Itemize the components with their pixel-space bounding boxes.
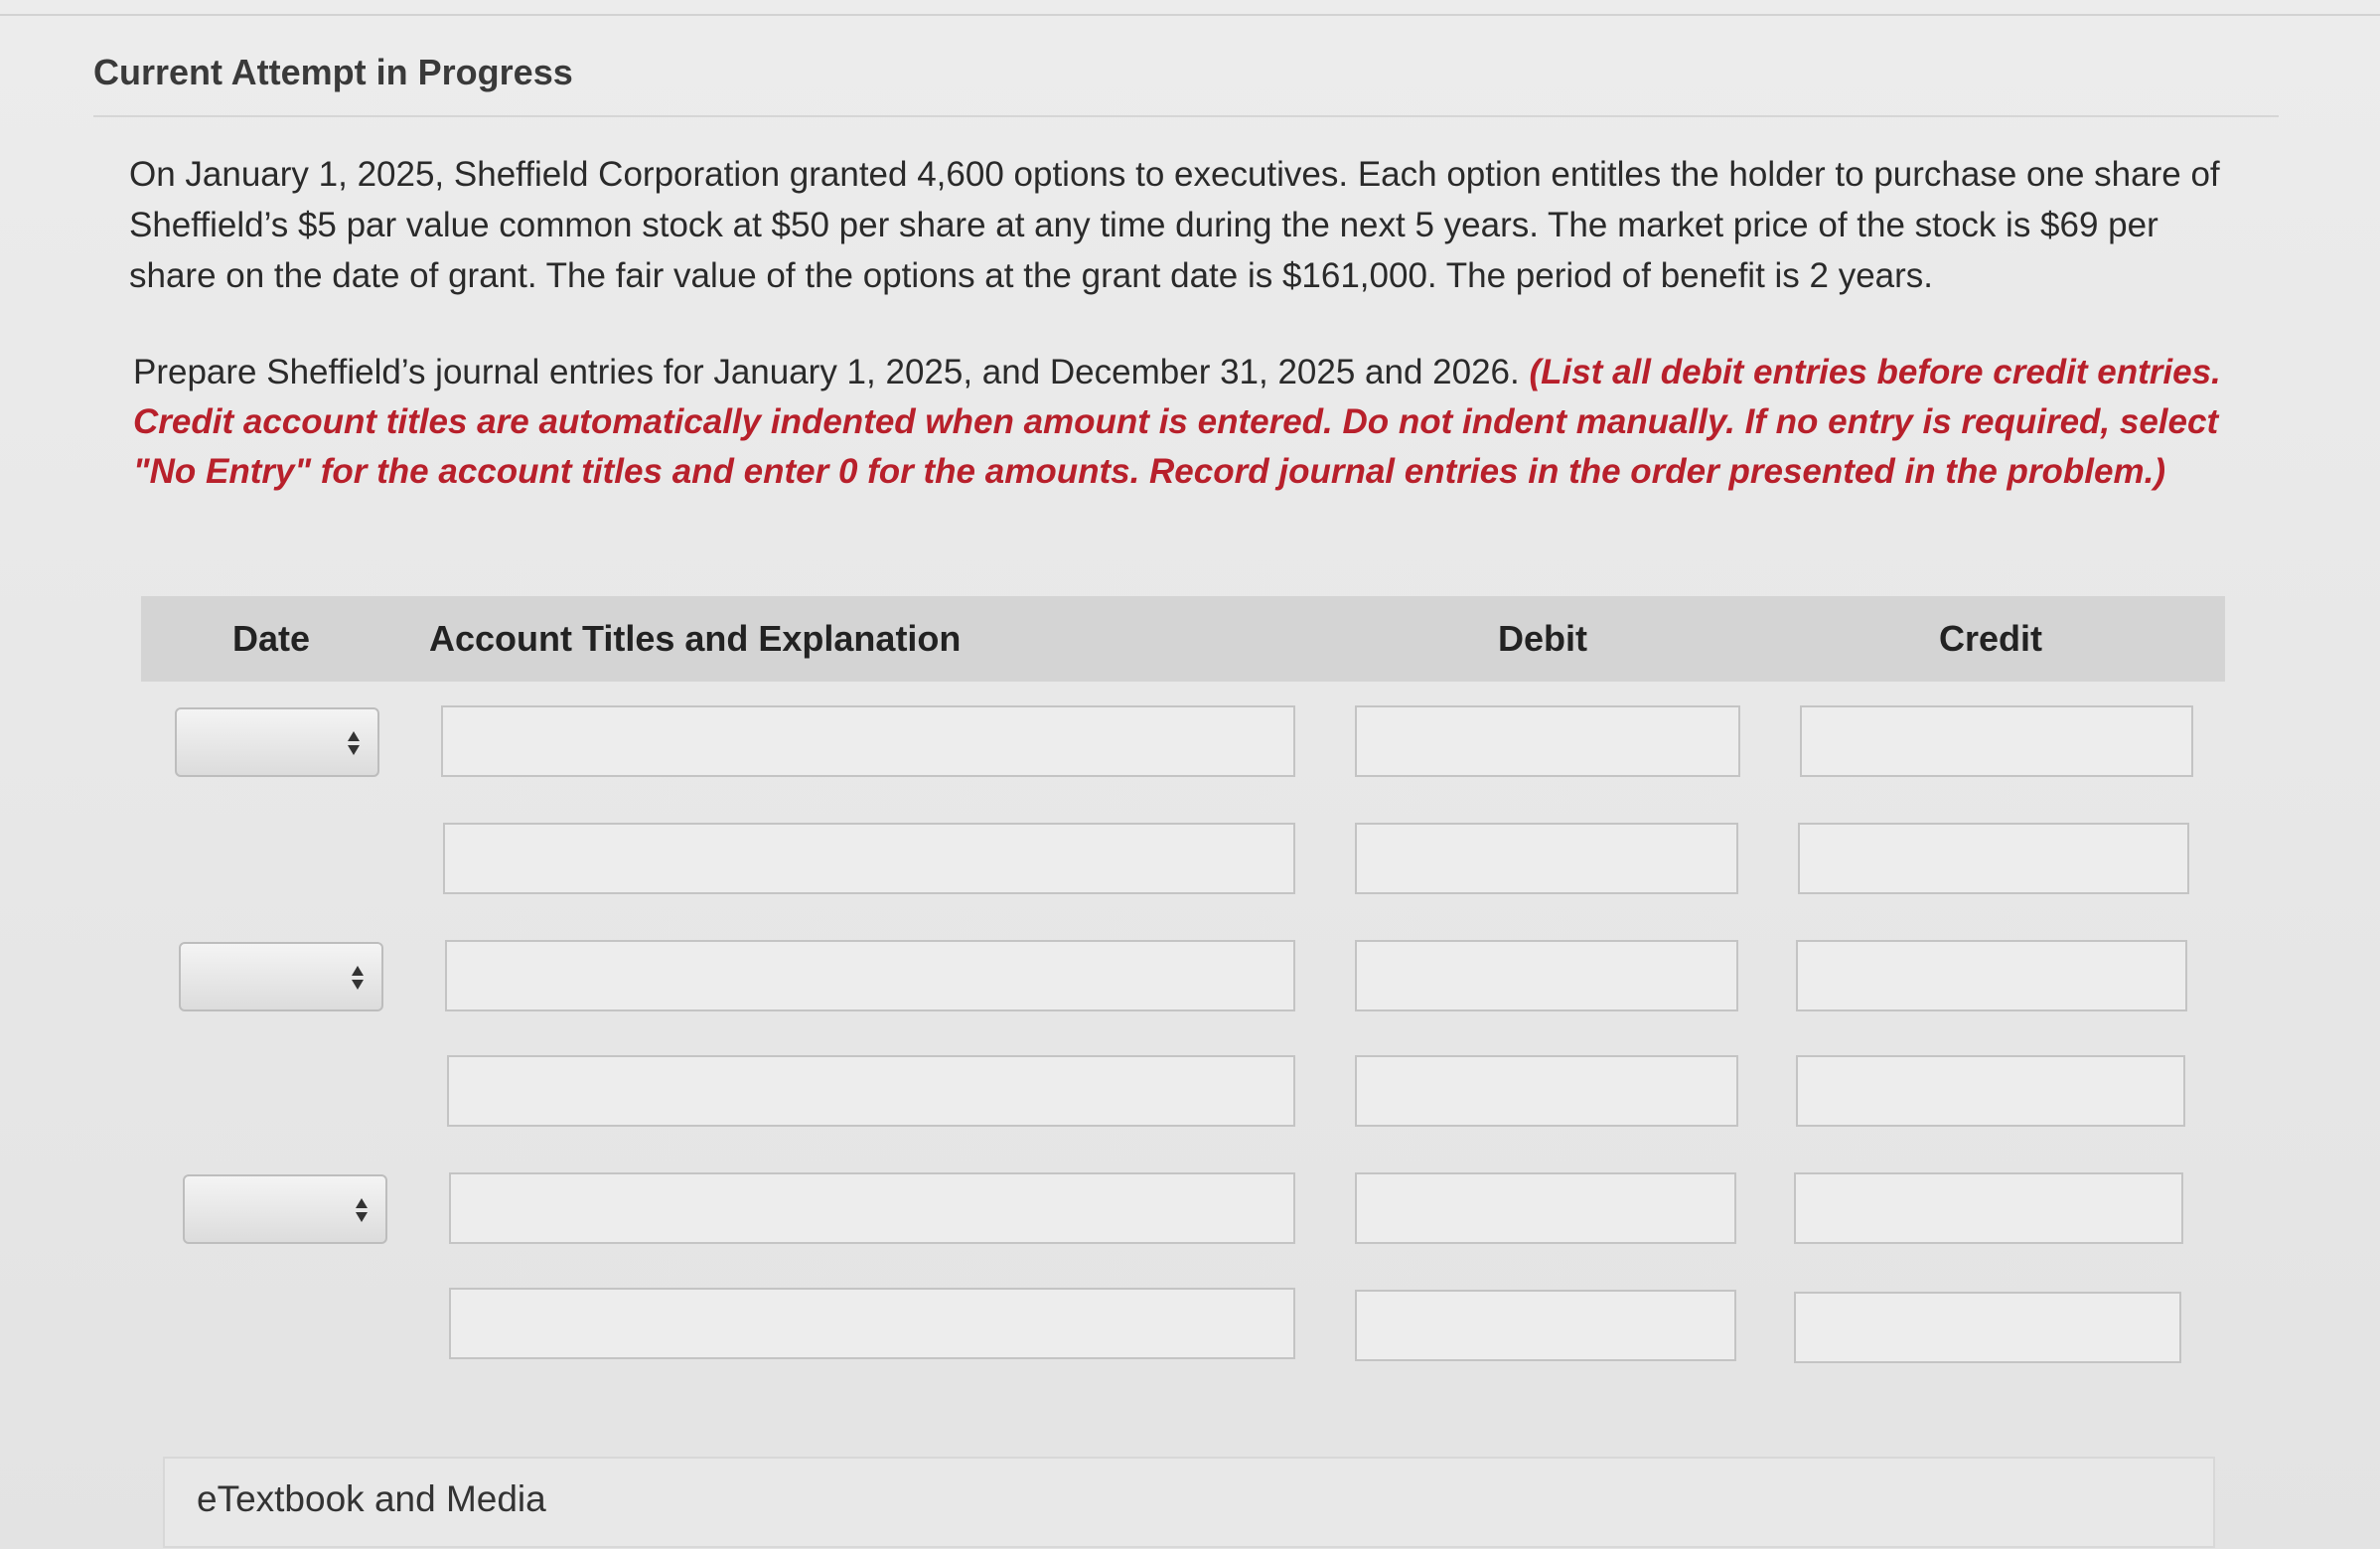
- top-divider: [0, 14, 2380, 16]
- date-select-2[interactable]: [179, 942, 383, 1011]
- instructions: [133, 348, 2249, 497]
- up-down-arrows-icon: [348, 960, 368, 996]
- up-down-arrows-icon: [352, 1192, 372, 1228]
- instructions-note: (List all debit entries before credit entries. Credit account titles are automatically indented when amount is entered. Do not indent manually. If no entry is required, select "No Entry" for the account titles and enter 0 for the amounts. Record journal entries in the order presented in the problem.): [133, 353, 2221, 491]
- etextbook-label[interactable]: eTextbook and Media: [197, 1478, 546, 1519]
- account-input-3[interactable]: [445, 940, 1295, 1011]
- credit-input-6[interactable]: [1794, 1292, 2181, 1363]
- credit-input-2[interactable]: [1798, 823, 2189, 894]
- attempt-title: Current Attempt in Progress: [93, 52, 573, 92]
- instructions-main: Prepare Sheffield’s journal entries for January 1, 2025, and December 31, 2025 and 2026.: [133, 353, 1520, 391]
- etextbook-section[interactable]: [163, 1457, 2215, 1548]
- table-header: [141, 596, 2225, 682]
- debit-input-2[interactable]: [1355, 823, 1738, 894]
- problem-statement: On January 1, 2025, Sheffield Corporation granted 4,600 options to executives. Each option entitles the holder to purchase one share of Sheffield’s $5 par value common stock at $50 per share at any time during the next 5 years. The market price of the stock is $69 per share on the date of grant. The fair value of the options at the grant date is $161,000. The period of benefit is 2 years.: [129, 155, 2220, 295]
- debit-input-1[interactable]: [1355, 705, 1740, 777]
- header-credit: Credit: [1939, 618, 2043, 659]
- debit-input-6[interactable]: [1355, 1290, 1736, 1361]
- debit-input-4[interactable]: [1355, 1055, 1738, 1127]
- header-account: Account Titles and Explanation: [429, 618, 962, 659]
- debit-input-5[interactable]: [1355, 1172, 1736, 1244]
- credit-input-3[interactable]: [1796, 940, 2187, 1011]
- account-input-6[interactable]: [449, 1288, 1295, 1359]
- date-select-1[interactable]: [175, 707, 379, 777]
- debit-input-3[interactable]: [1355, 940, 1738, 1011]
- header-date: Date: [232, 618, 311, 659]
- up-down-arrows-icon: [344, 725, 364, 761]
- account-input-5[interactable]: [449, 1172, 1295, 1244]
- journal-entry-table: [141, 596, 2225, 1361]
- date-select-3[interactable]: [183, 1174, 387, 1244]
- credit-input-5[interactable]: [1794, 1172, 2183, 1244]
- account-input-4[interactable]: [447, 1055, 1295, 1127]
- account-input-1[interactable]: [441, 705, 1295, 777]
- credit-input-4[interactable]: [1796, 1055, 2185, 1127]
- account-input-2[interactable]: [443, 823, 1295, 894]
- header-debit: Debit: [1498, 618, 1587, 659]
- title-divider: [93, 115, 2279, 117]
- credit-input-1[interactable]: [1800, 705, 2193, 777]
